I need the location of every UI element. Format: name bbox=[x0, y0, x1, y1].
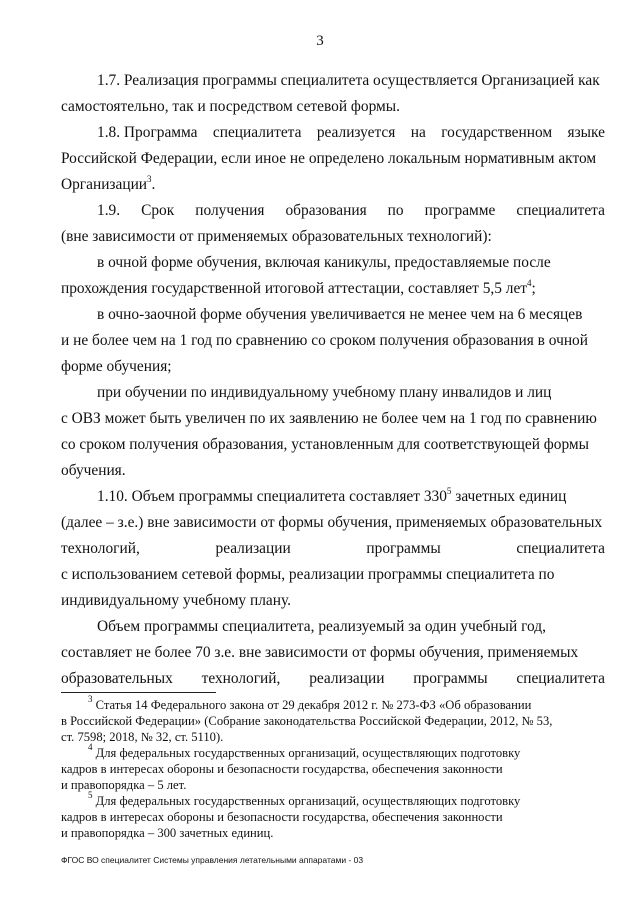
paragraph-line: в очно-заочной форме обучения увеличивается не менее чем на 6 месяцев bbox=[97, 306, 583, 323]
word: 1.8. Программа bbox=[97, 124, 198, 141]
paragraph-line bbox=[61, 176, 155, 194]
word: реализуется bbox=[316, 124, 396, 141]
footnote-line: и правопорядка – 5 лет. bbox=[61, 778, 187, 792]
footnote-line: и правопорядка – 300 зачетных единиц. bbox=[61, 826, 274, 840]
text: Организации bbox=[61, 176, 148, 193]
word: программы bbox=[413, 670, 488, 687]
paragraph-line: обучения. bbox=[61, 462, 126, 479]
paragraph-line bbox=[97, 488, 566, 506]
footnote-ref: 5 bbox=[446, 486, 452, 496]
footnote-line: кадров в интересах обороны и безопасности государства, обеспечения законности bbox=[61, 762, 503, 776]
word: реализации bbox=[309, 670, 385, 687]
word: языке bbox=[567, 124, 605, 141]
word: на bbox=[410, 124, 426, 141]
paragraph-line bbox=[61, 540, 605, 558]
paragraph-line bbox=[97, 124, 605, 142]
paragraph-line: самостоятельно, так и посредством сетевой формы. bbox=[61, 98, 400, 115]
footnote-ref: 3 bbox=[147, 174, 152, 184]
word: специалитета bbox=[516, 540, 605, 557]
paragraph-line bbox=[61, 670, 605, 688]
footnote-line: в Российской Федерации» (Собрание законодательства Российской Федерации, 2012, № 53, bbox=[61, 714, 553, 728]
paragraph-line: Российской Федерации, если иное не определено локальным нормативным актом bbox=[61, 150, 597, 167]
footnote-line bbox=[88, 742, 521, 761]
text: зачетных единиц bbox=[451, 488, 567, 505]
word: по bbox=[387, 202, 404, 219]
paragraph-line bbox=[97, 202, 605, 220]
paragraph-line: составляет не более 70 з.е. вне зависимости от формы обучения, применяемых bbox=[61, 644, 579, 661]
paragraph-line: в очной форме обучения, включая каникулы, предоставляемые после bbox=[97, 254, 551, 271]
word: специалитета bbox=[516, 202, 605, 219]
footnote-number: 5 bbox=[88, 790, 93, 800]
footnote-number: 4 bbox=[88, 742, 93, 752]
word: Срок bbox=[141, 202, 175, 219]
word: государственном bbox=[441, 124, 553, 141]
text: Статья 14 Федерального закона от 29 декабря 2012 г. № 273-ФЗ «Об образовании bbox=[92, 698, 532, 712]
text: прохождения государственной итоговой аттестации, составляет 5,5 лет bbox=[61, 280, 528, 297]
footnote-number: 3 bbox=[88, 694, 93, 704]
paragraph-line: Объем программы специалитета, реализуемый за один учебный год, bbox=[97, 618, 546, 635]
paragraph-line: 1.7. Реализация программы специалитета осуществляется Организацией как bbox=[97, 72, 600, 89]
word: специалитета bbox=[212, 124, 302, 141]
document-footer: ФГОС ВО специалитет Системы управления летательными аппаратами - 03 bbox=[61, 855, 364, 865]
paragraph-line: индивидуальному учебному плану. bbox=[61, 592, 291, 609]
text: 1.10. Объем программы специалитета составляет 330 bbox=[97, 488, 447, 505]
page-number: 3 bbox=[316, 33, 324, 49]
word: образования bbox=[285, 202, 367, 219]
footnote-line bbox=[88, 790, 521, 809]
word: технологий, bbox=[201, 670, 281, 687]
paragraph-line: со сроком получения образования, установленным для соответствующей формы bbox=[61, 436, 589, 453]
word: программы bbox=[366, 540, 441, 557]
text: Для федеральных государственных организаций, осуществляющих подготовку bbox=[92, 746, 521, 760]
word: образовательных bbox=[61, 670, 173, 687]
footnote-line: кадров в интересах обороны и безопасности государства, обеспечения законности bbox=[61, 810, 503, 824]
word: технологий, bbox=[61, 540, 140, 557]
footnote-line bbox=[88, 694, 532, 713]
footnote-line: ст. 7598; 2018, № 32, ст. 5110). bbox=[61, 730, 224, 744]
text: ; bbox=[531, 280, 536, 297]
word: реализации bbox=[215, 540, 291, 557]
text: . bbox=[151, 176, 156, 193]
paragraph-line: форме обучения; bbox=[61, 358, 172, 375]
paragraph-line: при обучении по индивидуальному учебному плану инвалидов и лиц bbox=[97, 384, 552, 401]
footnote-divider bbox=[61, 692, 216, 693]
paragraph-line: (далее – з.е.) вне зависимости от формы обучения, применяемых образовательных bbox=[61, 514, 603, 531]
word: программе bbox=[424, 202, 496, 219]
text: Для федеральных государственных организаций, осуществляющих подготовку bbox=[92, 794, 521, 808]
paragraph-line: с использованием сетевой формы, реализации программы специалитета по bbox=[61, 566, 555, 583]
paragraph-line bbox=[61, 280, 536, 298]
word: получения bbox=[195, 202, 265, 219]
footnote-ref: 4 bbox=[527, 278, 532, 288]
paragraph-line: и не более чем на 1 год по сравнению со сроком получения образования в очной bbox=[61, 332, 588, 349]
paragraph-line: с ОВЗ может быть увеличен по их заявлению не более чем на 1 год по сравнению bbox=[61, 410, 597, 427]
word: специалитета bbox=[516, 670, 605, 687]
paragraph-line: (вне зависимости от применяемых образовательных технологий): bbox=[61, 228, 492, 245]
word: 1.9. bbox=[97, 202, 121, 219]
